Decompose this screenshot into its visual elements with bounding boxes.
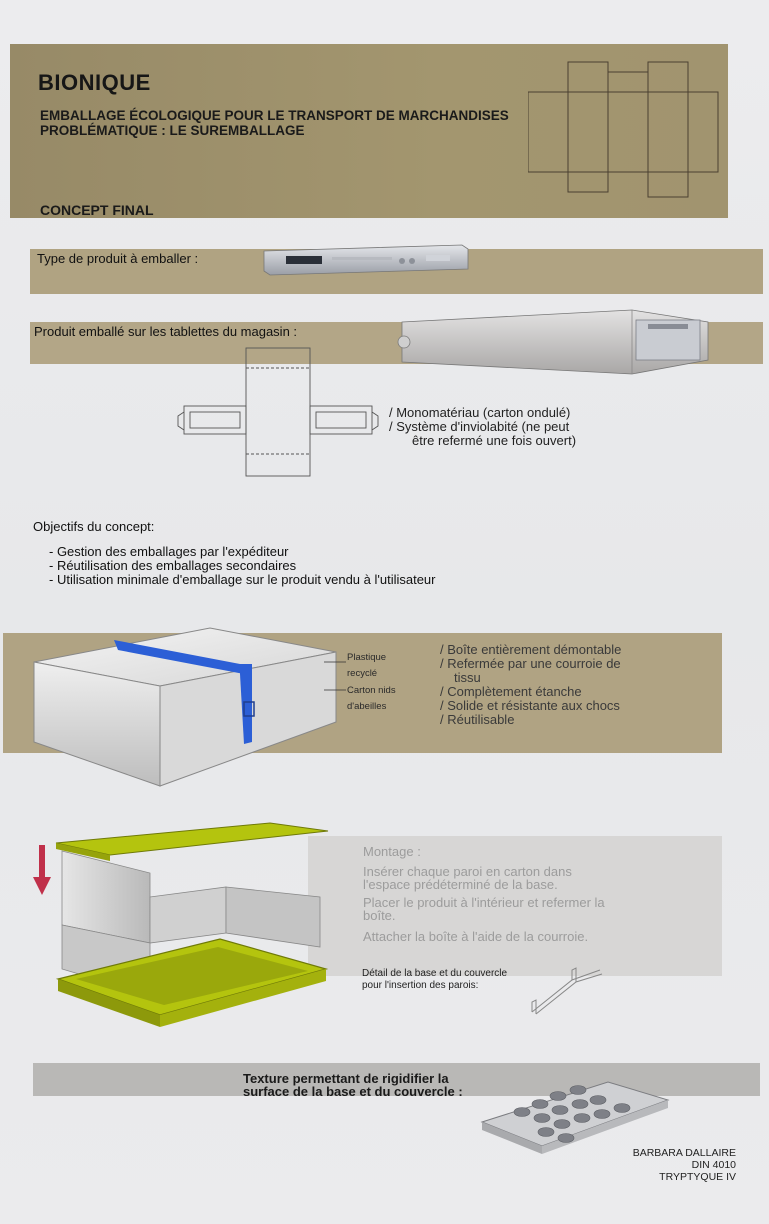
material-label-plastic-line2: recyclé [347,668,378,679]
flat-carton-dieline [176,346,382,478]
credit-panel: TRYPTYQUE IV [659,1171,736,1183]
assembly-step-3: Attacher la boîte à l'aide de la courroie. [363,929,589,944]
page-title: BIONIQUE [38,70,151,95]
detail-caption-line2: pour l'insertion des parois: [362,980,479,991]
detail-slot-drawing [526,962,604,1018]
credit-course: DIN 4010 [691,1159,736,1171]
shelf-feature-2b: être refermé une fois ouvert) [412,433,577,448]
exploded-box-image [30,815,330,1045]
material-label-honeycomb-line1: Carton nids [347,685,396,696]
assembly-title: Montage : [363,844,421,859]
subtitle [40,108,509,138]
material-label-honeycomb-line2: d'abeilles [347,701,387,712]
box-feature: / Solide et résistante aux chocs [440,698,620,713]
assembly-step-1-line1: Insérer chaque paroi en carton dans [363,864,572,879]
shelf-feature-2: / Système d'inviolabité (ne peut [389,419,570,434]
packaged-product-image [392,306,712,378]
box-feature: / Refermée par une courroie de [440,656,621,671]
assembly-step-1 [363,865,572,891]
texture-caption [243,1072,463,1098]
box-feature: / Boîte entièrement démontable [440,642,622,657]
material-label-honeycomb [347,683,396,715]
dvd-player-image [262,243,470,277]
assembly-step-1-line2: l'espace prédéterminé de la base. [363,877,558,892]
shelf-feature-1: / Monomatériau (carton ondulé) [389,405,571,420]
objective-item: - Gestion des emballages par l'expéditeur [49,544,289,559]
texture-caption-line2: surface de la base et du couvercle : [243,1084,463,1099]
texture-caption-line1: Texture permettant de rigidifier la [243,1071,449,1086]
material-label-plastic-line1: Plastique [347,652,387,663]
closed-box-image [30,622,342,794]
box-feature: / Complètement étanche [440,684,582,699]
credit-author: BARBARA DALLAIRE [632,1147,736,1159]
assembly-step-2-line2: boîte. [363,908,396,923]
objective-item: - Utilisation minimale d'emballage sur le produit vendu à l'utilisateur [49,572,436,587]
box-feature: / Réutilisable [440,712,515,727]
dieline-drawing [528,52,724,202]
concept-heading: CONCEPT FINAL [40,202,154,218]
subtitle-line-1: EMBALLAGE ÉCOLOGIQUE POUR LE TRANSPORT DE MARCHANDISES [40,108,509,123]
assembly-step-2 [363,896,605,922]
objectives-title: Objectifs du concept: [33,519,155,534]
label-leaders [320,650,350,710]
shelf-label: Produit emballé sur les tablettes du magasin : [34,324,298,339]
detail-caption-line1: Détail de la base et du couvercle [362,968,508,979]
assembly-step-2-line1: Placer le produit à l'intérieur et refermer la [363,895,605,910]
subtitle-line-2: PROBLÉMATIQUE : LE SUREMBALLAGE [40,123,305,138]
product-label: Type de produit à emballer : [37,251,199,266]
objective-item: - Réutilisation des emballages secondaires [49,558,297,573]
detail-caption [362,968,507,992]
material-label-plastic [347,650,386,682]
box-feature: tissu [454,670,481,685]
